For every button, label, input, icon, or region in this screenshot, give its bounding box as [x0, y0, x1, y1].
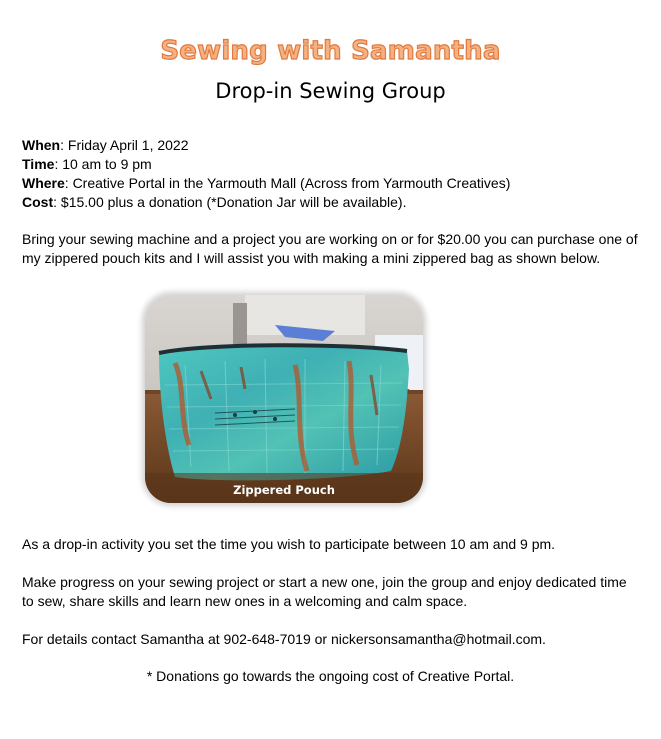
progress-paragraph: Make progress on your sewing project or start a new one, join the group and enjoy dedicated time to sew, share skills and learn new ones in a welcoming and calm space. — [22, 574, 627, 609]
when-value: : Friday April 1, 2022 — [60, 137, 189, 153]
pouch-illustration — [145, 295, 423, 503]
event-details — [22, 136, 510, 212]
page-subtitle: Drop-in Sewing Group — [215, 79, 446, 103]
dropin-paragraph: As a drop-in activity you set the time you wish to participate between 10 am and 9 pm. — [22, 536, 556, 552]
cost-line — [22, 193, 510, 212]
when-line — [22, 136, 510, 155]
zippered-pouch-photo — [145, 295, 423, 503]
cost-value: : $15.00 plus a donation (*Donation Jar will be available). — [53, 194, 407, 210]
photo-caption: Zippered Pouch — [233, 483, 335, 497]
when-label: When — [22, 137, 61, 153]
time-value: : 10 am to 9 pm — [54, 156, 152, 172]
cost-label: Cost — [22, 194, 54, 210]
where-line — [22, 174, 510, 193]
page-title: Sewing with Samantha — [160, 36, 501, 66]
where-label: Where — [22, 175, 65, 191]
time-line — [22, 155, 510, 174]
where-value: : Creative Portal in the Yarmouth Mall (Across from Yarmouth Creatives) — [64, 175, 511, 191]
time-label: Time — [22, 156, 55, 172]
donation-footnote: * Donations go towards the ongoing cost of Creative Portal. — [146, 668, 515, 684]
contact-paragraph: For details contact Samantha at 902-648-7019 or nickersonsamantha@hotmail.com. — [22, 631, 546, 647]
intro-paragraph: Bring your sewing machine and a project you are working on or for $20.00 you can purchase one of my zippered pouch kits and I will assist you with making a mini zippered bag as shown below. — [22, 231, 638, 266]
